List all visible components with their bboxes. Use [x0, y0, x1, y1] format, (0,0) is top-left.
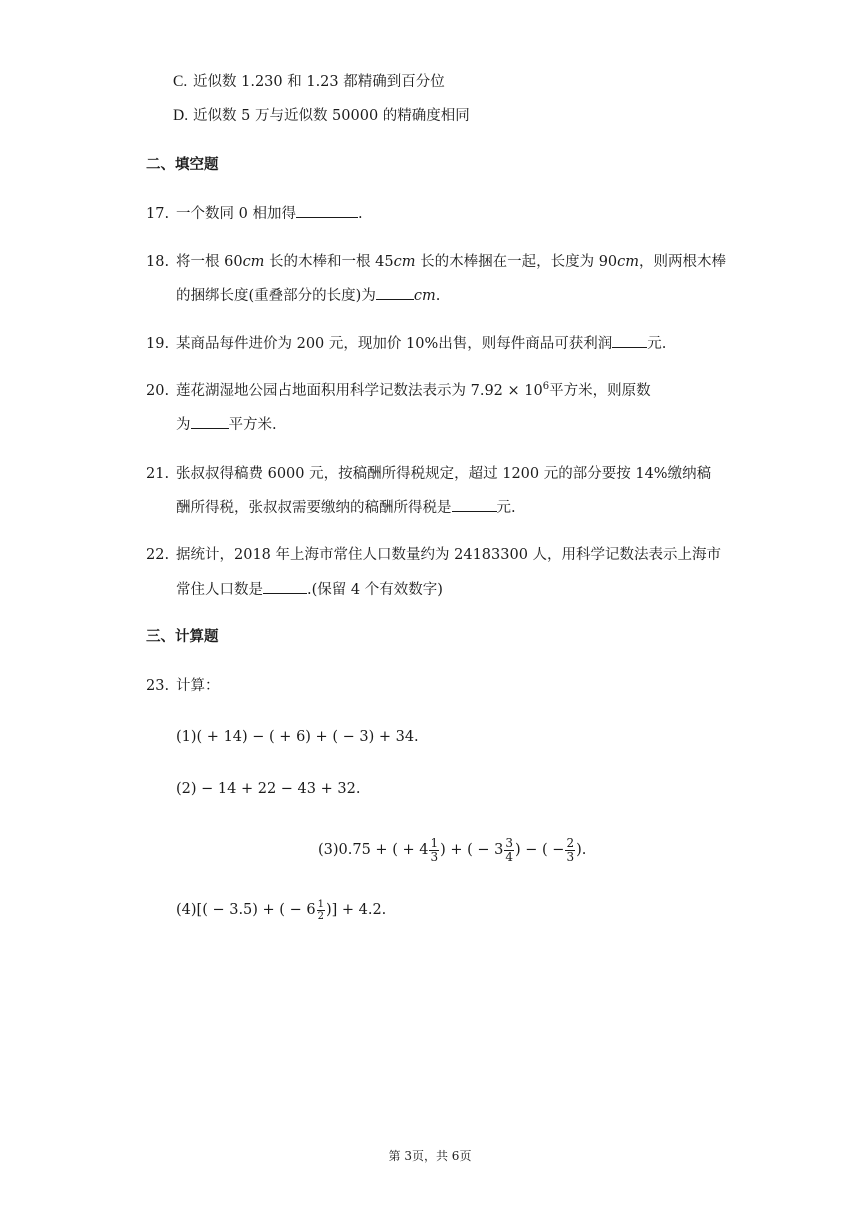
exponent: 6 — [542, 381, 550, 392]
expression-text: ). — [576, 842, 587, 858]
calc-part-4 — [176, 896, 386, 924]
question-18-line-1 — [146, 252, 726, 272]
question-number: 20. — [146, 383, 170, 399]
answer-blank — [191, 414, 229, 429]
answer-blank — [376, 285, 414, 300]
option-d — [173, 106, 470, 126]
question-number: 19. — [146, 336, 170, 352]
expression-text: )] + 4.2. — [325, 902, 387, 918]
question-text: 酬所得税，张叔叔需要缴纳的稿酬所得税是 — [176, 500, 452, 516]
question-text: 长的木棒捆在一起，长度为 90 — [415, 254, 618, 270]
question-text: 莲花湖湿地公园占地面积用科学记数法表示为 7.92 × 10 — [176, 383, 543, 399]
fraction — [317, 899, 325, 922]
expression-text: ) − ( − — [515, 842, 565, 858]
question-text: 平方米，则原数 — [549, 383, 651, 399]
page-footer: 第 3页，共 6页 — [388, 1149, 472, 1163]
question-text: 据统计，2018 年上海市常住人口数量约为 24183300 人，用科学记数法表示上海市 — [176, 547, 722, 563]
calc-part-1: (1)( + 14) − ( + 6) + ( − 3) + 34. — [176, 729, 419, 745]
fraction — [429, 837, 439, 864]
numerator: 2 — [566, 835, 575, 850]
answer-blank — [612, 333, 647, 348]
question-text: 计算： — [176, 678, 220, 694]
denominator: 3 — [430, 849, 439, 864]
question-text: 为 — [176, 417, 191, 433]
question-text: ，则两根木棒 — [639, 254, 727, 270]
calc-part-2: (2) − 14 + 22 − 43 + 32. — [176, 781, 361, 797]
numerator: 1 — [430, 835, 439, 850]
option-c-text: 近似数 1.230 和 1.23 都精确到百分位 — [193, 74, 445, 90]
fraction — [565, 837, 575, 864]
question-text: 某商品每件进价为 200 元，现加价 10%出售，则每件商品可获利润 — [176, 336, 613, 352]
question-text: 常住人口数是 — [176, 582, 263, 598]
option-d-text: 近似数 5 万与近似数 50000 的精确度相同 — [193, 108, 470, 124]
option-c-letter: C. — [173, 73, 188, 90]
question-text: 长的木棒和一根 45 — [264, 254, 394, 270]
fraction — [504, 837, 514, 864]
denominator: 4 — [505, 849, 514, 864]
question-20-line-2 — [176, 414, 277, 435]
expression-text: ) + ( − 3 — [440, 842, 504, 858]
question-22-line-1 — [146, 545, 721, 565]
question-end: . — [357, 206, 363, 222]
question-end: . — [435, 288, 441, 304]
question-text: 张叔叔得稿费 6000 元，按稿酬所得税规定，超过 1200 元的部分要按 14%缴纳稿 — [176, 466, 712, 482]
unit: cm — [242, 254, 265, 270]
numerator: 3 — [505, 835, 514, 850]
question-number: 18. — [146, 254, 170, 270]
question-number: 17. — [146, 206, 170, 222]
section-fill-heading: 二、填空题 — [146, 156, 219, 173]
unit: cm — [617, 254, 640, 270]
numerator: 1 — [317, 898, 324, 910]
unit: cm — [413, 288, 436, 304]
question-end: 元. — [496, 500, 516, 516]
question-number: 22. — [146, 547, 170, 563]
section-calc-heading: 三、计算题 — [146, 628, 219, 645]
unit: cm — [393, 254, 416, 270]
question-22-line-2 — [176, 579, 443, 600]
expression-text: (3)0.75 + ( + 4 — [318, 842, 429, 858]
denominator: 3 — [566, 849, 575, 864]
question-23 — [146, 676, 220, 696]
question-number: 21. — [146, 466, 170, 482]
option-d-letter: D. — [173, 107, 189, 124]
question-number: 23. — [146, 678, 170, 694]
question-text: 将一根 60 — [176, 254, 243, 270]
question-18-line-2 — [176, 285, 440, 306]
question-21-line-2 — [176, 497, 516, 518]
question-17 — [146, 203, 363, 224]
option-c — [173, 72, 445, 92]
question-text: 一个数同 0 相加得 — [176, 206, 296, 222]
question-19 — [146, 333, 666, 354]
expression-text: (4)[( − 3.5) + ( − 6 — [176, 902, 316, 918]
question-20-line-1 — [146, 381, 651, 401]
calc-part-3 — [318, 836, 586, 864]
question-21-line-1 — [146, 464, 711, 484]
question-end: .(保留 4 个有效数字) — [307, 582, 443, 598]
answer-blank — [263, 579, 307, 594]
answer-blank — [296, 203, 358, 218]
question-end: 元. — [647, 336, 667, 352]
answer-blank — [452, 497, 497, 512]
denominator: 2 — [317, 910, 324, 922]
question-text: 的捆绑长度(重叠部分的长度)为 — [176, 288, 376, 304]
question-end: 平方米. — [228, 417, 277, 433]
